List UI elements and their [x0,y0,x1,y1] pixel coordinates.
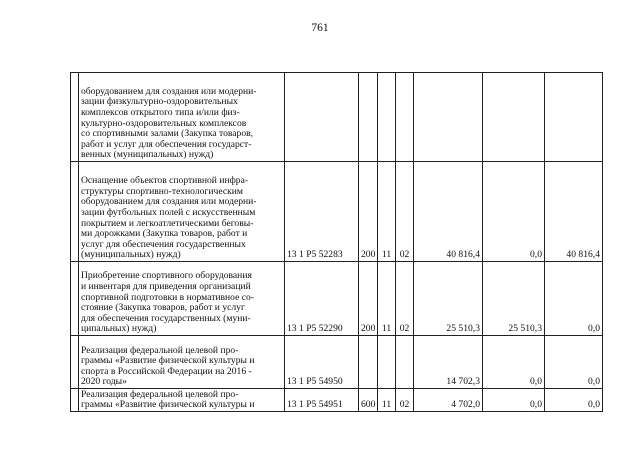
description-line: венных (муниципальных) нужд) [81,149,214,161]
description-line: стояние (Закупка товаров, работ и услуг [81,302,245,314]
description-line: (муниципальных) нужд) [81,249,181,261]
spacer-cell [71,336,79,389]
description-line: граммы «Развитие физической культуры и [81,399,255,411]
subsection-code: 02 [396,262,414,336]
amount-3: 0,0 [545,336,603,389]
description-cell [79,389,285,412]
description-line: 2020 годы» [81,376,127,388]
spacer-cell [71,162,79,262]
description-cell [79,162,285,262]
spacer-cell [71,389,79,412]
expense-type-code: 200 [359,162,378,262]
amount-1: 4 702,0 [414,389,483,412]
amount-2: 25 510,3 [483,262,545,336]
subsection-code: 02 [396,162,414,262]
amount-2: 0,0 [483,336,545,389]
section-code [378,73,396,162]
description-line: культурно-оздоровительных комплексов [81,117,247,129]
table-row [71,336,603,389]
expense-type-code: 200 [359,262,378,336]
description-line: зации физкультурно-оздоровительных [81,96,238,108]
amount-1: 25 510,3 [414,262,483,336]
amount-2: 0,0 [483,162,545,262]
amount-1 [414,73,483,162]
expense-type-code [359,336,378,389]
table-row [71,389,603,412]
description-line: Приобретение спортивного оборудования [81,270,252,282]
description-line: Реализация федеральной целевой про- [81,344,239,356]
description-line: со спортивными залами (Закупка товаров, [81,128,254,140]
description-line: спортивной подготовки в нормативное со- [81,291,255,303]
description-line: ми дорожками (Закупка товаров, работ и [81,228,248,240]
description-line: оборудованием для создания или модерни- [81,196,257,208]
section-code [378,336,396,389]
description-line: для обеспечения государственных (муни- [81,312,251,324]
description-line: и инвентаря для приведения организаций [81,281,251,293]
description-line: Оснащение объектов спортивной инфра- [81,175,249,187]
description-line: работ и услуг для обеспечения государст- [81,138,252,150]
description-line: зации футбольных полей с искусственным [81,207,256,219]
expense-type-code: 600 [359,389,378,412]
budget-table [70,72,603,412]
amount-3 [545,73,603,162]
target-article-code: 13 1 P5 54951 [285,389,359,412]
description-cell [79,73,285,162]
target-article-code: 13 1 P5 52290 [285,262,359,336]
subsection-code [396,336,414,389]
amount-1: 40 816,4 [414,162,483,262]
table-row [71,73,603,162]
subsection-code: 02 [396,389,414,412]
description-line: покрытием и легкоатлетическими беговы- [81,217,254,229]
table-row [71,162,603,262]
description-line: оборудованием для создания или модерни- [81,85,257,97]
amount-2: 0,0 [483,389,545,412]
description-cell [79,336,285,389]
description-line: структуры спортивно-технологическим [81,185,243,197]
target-article-code: 13 1 P5 52283 [285,162,359,262]
amount-3: 0,0 [545,389,603,412]
description-line: услуг для обеспечения государственных [81,238,246,250]
target-article-code [285,73,359,162]
spacer-cell [71,262,79,336]
section-code: 11 [378,389,396,412]
amount-1: 14 702,3 [414,336,483,389]
section-code: 11 [378,262,396,336]
description-line: комплексов открытого типа и/или физ- [81,107,240,119]
description-line: ципальных) нужд) [81,323,157,335]
description-line: граммы «Развитие физической культуры и [81,355,255,367]
target-article-code: 13 1 P5 54950 [285,336,359,389]
amount-2 [483,73,545,162]
amount-3: 0,0 [545,262,603,336]
description-line: спорта в Российской Федерации на 2016 - [81,365,252,377]
description-cell [79,262,285,336]
table-row [71,262,603,336]
expense-type-code [359,73,378,162]
page-number: 761 [311,22,329,34]
section-code: 11 [378,162,396,262]
amount-3: 40 816,4 [545,162,603,262]
description-line: Реализация федеральной целевой про- [81,388,239,400]
spacer-cell [71,73,79,162]
subsection-code [396,73,414,162]
